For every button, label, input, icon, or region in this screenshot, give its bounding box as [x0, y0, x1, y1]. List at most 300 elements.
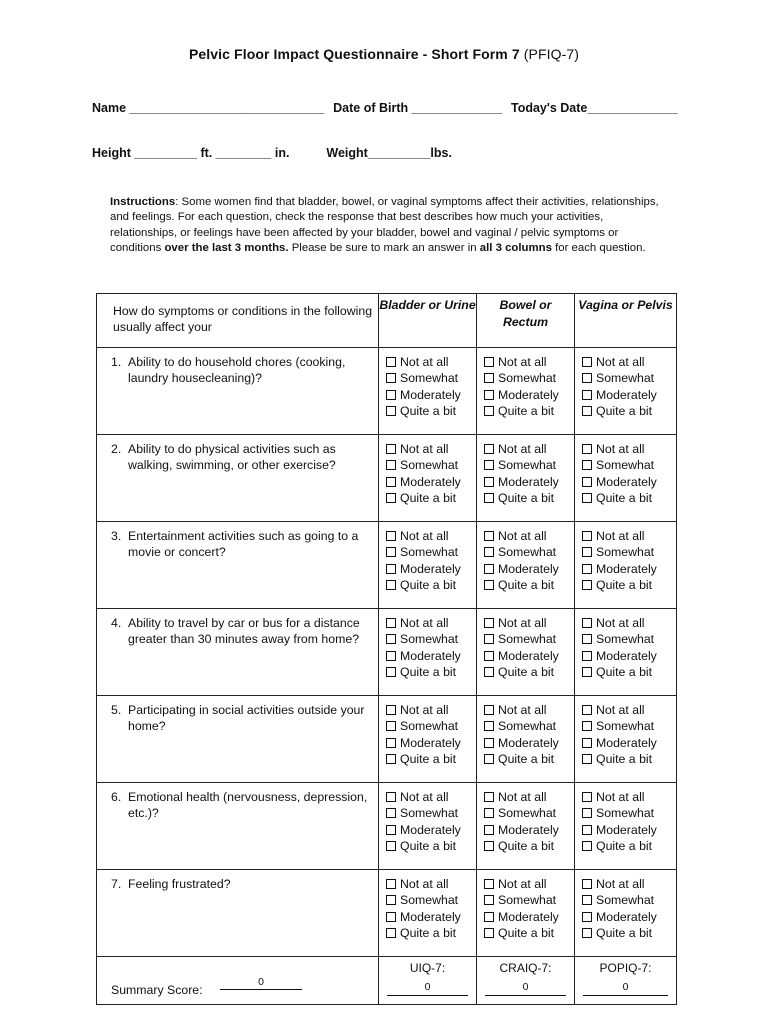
checkbox[interactable] [386, 460, 396, 470]
question-text: Entertainment activities such as going to a movie or concert? [128, 529, 359, 560]
question-row [97, 696, 677, 783]
checkbox[interactable] [582, 667, 592, 677]
option-label: Somewhat [400, 632, 459, 647]
answer-option[interactable] [582, 892, 676, 908]
option-label: Moderately [596, 735, 657, 750]
option-label: Somewhat [596, 893, 655, 908]
answer-option[interactable] [484, 370, 574, 386]
option-label: Not at all [498, 790, 547, 805]
answer-option[interactable] [484, 648, 574, 664]
checkbox[interactable] [582, 373, 592, 383]
answer-option[interactable] [582, 648, 676, 664]
option-label: Moderately [596, 561, 657, 576]
option-label: Moderately [596, 648, 657, 663]
answer-option[interactable] [484, 718, 574, 734]
checkbox[interactable] [484, 531, 494, 541]
answer-option[interactable] [484, 403, 574, 419]
lbs-label: lbs. [430, 146, 452, 160]
option-label: Somewhat [596, 806, 655, 821]
option-label: Somewhat [498, 806, 557, 821]
checkbox[interactable] [386, 912, 396, 922]
checkbox[interactable] [386, 477, 396, 487]
checkbox[interactable] [484, 738, 494, 748]
subscale-cell [575, 957, 677, 1005]
answer-option[interactable] [386, 876, 476, 892]
answer-option[interactable] [386, 631, 476, 647]
question-number: 5. [111, 703, 122, 717]
question-row [97, 783, 677, 870]
question-cell [97, 609, 379, 696]
checkbox[interactable] [582, 564, 592, 574]
checkbox[interactable] [484, 721, 494, 731]
answer-option[interactable] [484, 354, 574, 370]
checkbox[interactable] [484, 895, 494, 905]
checkbox[interactable] [386, 667, 396, 677]
question-row [97, 609, 677, 696]
answer-option[interactable] [386, 909, 476, 925]
checkbox[interactable] [582, 651, 592, 661]
option-label: Quite a bit [400, 578, 457, 593]
checkbox[interactable] [386, 651, 396, 661]
answer-option[interactable] [386, 925, 476, 941]
question-wrap [111, 615, 372, 647]
column-bowel: Bowel or Rectum [477, 294, 575, 348]
checkbox[interactable] [484, 444, 494, 454]
checkbox[interactable] [386, 721, 396, 731]
form-title [0, 46, 768, 62]
checkbox[interactable] [386, 406, 396, 416]
weight-field[interactable]: _________ [367, 146, 431, 160]
answer-option[interactable] [582, 474, 676, 490]
checkbox[interactable] [386, 357, 396, 367]
answer-option[interactable] [582, 354, 676, 370]
answer-option[interactable] [582, 544, 676, 560]
answer-option[interactable] [582, 441, 676, 457]
answer-option[interactable] [582, 370, 676, 386]
option-label: Moderately [498, 561, 559, 576]
option-label: Quite a bit [596, 491, 653, 506]
checkbox[interactable] [484, 928, 494, 938]
answer-cell-bowel [477, 783, 575, 870]
answer-option[interactable] [386, 403, 476, 419]
instructions-text-3: for each question. [551, 241, 646, 254]
option-label: Quite a bit [400, 839, 457, 854]
answer-option[interactable] [582, 838, 676, 854]
option-label: Quite a bit [498, 926, 555, 941]
answer-option[interactable] [386, 387, 476, 403]
answer-cell-vagina [575, 870, 677, 957]
questionnaire-body [97, 294, 677, 1005]
checkbox[interactable] [582, 825, 592, 835]
checkbox[interactable] [386, 825, 396, 835]
answer-option[interactable] [484, 909, 574, 925]
option-label: Not at all [400, 355, 449, 370]
answer-option[interactable] [386, 490, 476, 506]
question-cell [97, 435, 379, 522]
checkbox[interactable] [484, 390, 494, 400]
option-label: Moderately [400, 822, 461, 837]
checkbox[interactable] [484, 547, 494, 557]
answer-option[interactable] [386, 751, 476, 767]
checkbox[interactable] [386, 373, 396, 383]
option-label: Moderately [596, 387, 657, 402]
checkbox[interactable] [582, 879, 592, 889]
checkbox[interactable] [484, 825, 494, 835]
name-label: Name [92, 101, 127, 115]
summary-score-field[interactable]: 0 [220, 976, 302, 990]
option-label: Not at all [596, 790, 645, 805]
checkbox[interactable] [582, 895, 592, 905]
option-label: Not at all [596, 703, 645, 718]
checkbox[interactable] [386, 547, 396, 557]
answer-option[interactable] [484, 751, 574, 767]
option-label: Not at all [498, 703, 547, 718]
checkbox[interactable] [582, 390, 592, 400]
answer-option[interactable] [484, 490, 574, 506]
todays-date-label: Today's Date [510, 101, 588, 115]
option-label: Moderately [498, 648, 559, 663]
checkbox[interactable] [386, 808, 396, 818]
question-row [97, 435, 677, 522]
answer-option[interactable] [484, 544, 574, 560]
checkbox[interactable] [484, 406, 494, 416]
option-label: Not at all [498, 442, 547, 457]
question-wrap [111, 528, 372, 560]
option-label: Not at all [400, 616, 449, 631]
summary-row [97, 957, 677, 1005]
answer-option[interactable] [484, 789, 574, 805]
checkbox[interactable] [386, 618, 396, 628]
answer-cell-vagina [575, 696, 677, 783]
option-label: Moderately [498, 387, 559, 402]
subscale-cell [379, 957, 477, 1005]
answer-option[interactable] [386, 615, 476, 631]
checkbox[interactable] [386, 531, 396, 541]
question-cell [97, 522, 379, 609]
checkbox[interactable] [582, 928, 592, 938]
checkbox[interactable] [582, 792, 592, 802]
answer-option[interactable] [386, 805, 476, 821]
answer-cell-bowel [477, 870, 575, 957]
checkbox[interactable] [484, 493, 494, 503]
checkbox[interactable] [582, 547, 592, 557]
answer-option[interactable] [386, 718, 476, 734]
checkbox[interactable] [484, 460, 494, 470]
answer-option[interactable] [582, 577, 676, 593]
answer-option[interactable] [484, 577, 574, 593]
option-label: Moderately [596, 909, 657, 924]
option-label: Somewhat [596, 371, 655, 386]
answer-option[interactable] [582, 457, 676, 473]
height-ft-field[interactable]: _________ [134, 146, 197, 160]
checkbox[interactable] [582, 406, 592, 416]
answer-cell-bladder [379, 348, 477, 435]
dob-label: Date of Birth [333, 101, 409, 115]
checkbox[interactable] [582, 531, 592, 541]
checkbox[interactable] [582, 493, 592, 503]
subscale-score-field[interactable]: 0 [485, 979, 566, 996]
questionnaire-table [96, 293, 677, 1005]
answer-option[interactable] [582, 702, 676, 718]
answer-option[interactable] [484, 441, 574, 457]
checkbox[interactable] [386, 705, 396, 715]
answer-option[interactable] [484, 876, 574, 892]
question-text: Emotional health (nervousness, depression, etc.)? [128, 790, 368, 821]
checkbox[interactable] [484, 841, 494, 851]
option-label: Somewhat [400, 893, 459, 908]
answer-option[interactable] [484, 735, 574, 751]
answer-option[interactable] [386, 354, 476, 370]
subscale-score-field[interactable]: 0 [583, 979, 668, 996]
checkbox[interactable] [484, 792, 494, 802]
question-text: Ability to do physical activities such as walking, swimming, or other exercise? [128, 442, 336, 473]
header-prompt: How do symptoms or conditions in the following usually affect your [97, 294, 379, 348]
option-label: Quite a bit [498, 839, 555, 854]
option-label: Moderately [400, 474, 461, 489]
name-field[interactable]: ____________________________ [129, 101, 325, 115]
checkbox[interactable] [582, 721, 592, 731]
answer-cell-bladder [379, 696, 477, 783]
checkbox[interactable] [582, 705, 592, 715]
instructions-emphasis-period: over the last 3 months. [164, 241, 289, 254]
option-label: Not at all [596, 616, 645, 631]
subscale-cell [477, 957, 575, 1005]
answer-option[interactable] [582, 805, 676, 821]
summary-cell [97, 957, 379, 1005]
checkbox[interactable] [484, 808, 494, 818]
answer-option[interactable] [386, 735, 476, 751]
answer-option[interactable] [386, 838, 476, 854]
answer-option[interactable] [484, 702, 574, 718]
option-label: Somewhat [400, 458, 459, 473]
option-label: Quite a bit [400, 752, 457, 767]
subscale-score-field[interactable]: 0 [387, 979, 468, 996]
checkbox[interactable] [386, 564, 396, 574]
answer-option[interactable] [582, 876, 676, 892]
option-label: Not at all [400, 529, 449, 544]
checkbox[interactable] [386, 841, 396, 851]
option-label: Not at all [400, 790, 449, 805]
option-label: Moderately [400, 561, 461, 576]
answer-option[interactable] [582, 615, 676, 631]
checkbox[interactable] [484, 667, 494, 677]
answer-option[interactable] [484, 925, 574, 941]
answer-option[interactable] [484, 838, 574, 854]
instructions-label: Instructions [110, 196, 176, 208]
answer-cell-bladder [379, 870, 477, 957]
answer-option[interactable] [386, 441, 476, 457]
checkbox[interactable] [484, 357, 494, 367]
checkbox[interactable] [484, 634, 494, 644]
checkbox[interactable] [386, 792, 396, 802]
answer-cell-vagina [575, 783, 677, 870]
question-wrap [111, 702, 372, 734]
checkbox[interactable] [582, 460, 592, 470]
answer-option[interactable] [386, 577, 476, 593]
checkbox[interactable] [484, 618, 494, 628]
checkbox[interactable] [386, 390, 396, 400]
option-label: Not at all [596, 442, 645, 457]
option-label: Somewhat [498, 893, 557, 908]
option-label: Not at all [596, 877, 645, 892]
checkbox[interactable] [582, 754, 592, 764]
option-label: Somewhat [596, 719, 655, 734]
checkbox[interactable] [582, 912, 592, 922]
answer-option[interactable] [484, 664, 574, 680]
answer-cell-vagina [575, 609, 677, 696]
question-wrap [111, 441, 372, 473]
question-row [97, 348, 677, 435]
checkbox[interactable] [582, 634, 592, 644]
answer-option[interactable] [386, 370, 476, 386]
answer-option[interactable] [582, 789, 676, 805]
answer-option[interactable] [582, 528, 676, 544]
instructions-text-2: Please be sure to mark an answer in [288, 241, 480, 254]
answer-option[interactable] [386, 822, 476, 838]
form-title-abbrev: (PFIQ-7) [523, 46, 579, 62]
checkbox[interactable] [582, 738, 592, 748]
patient-info-line-2 [92, 146, 452, 160]
answer-option[interactable] [386, 474, 476, 490]
checkbox[interactable] [484, 879, 494, 889]
answer-option[interactable] [386, 702, 476, 718]
checkbox[interactable] [386, 879, 396, 889]
option-label: Quite a bit [596, 404, 653, 419]
answer-option[interactable] [386, 664, 476, 680]
answer-cell-bladder [379, 435, 477, 522]
option-label: Somewhat [498, 632, 557, 647]
answer-option[interactable] [484, 474, 574, 490]
checkbox[interactable] [386, 754, 396, 764]
question-cell [97, 348, 379, 435]
question-text: Ability to travel by car or bus for a distance greater than 30 minutes away from home? [128, 616, 360, 647]
question-row [97, 522, 677, 609]
answer-option[interactable] [386, 648, 476, 664]
option-label: Not at all [498, 877, 547, 892]
answer-option[interactable] [484, 822, 574, 838]
in-label: in. [274, 146, 290, 160]
checkbox[interactable] [386, 738, 396, 748]
answer-option[interactable] [484, 631, 574, 647]
answer-option[interactable] [582, 631, 676, 647]
answer-option[interactable] [484, 457, 574, 473]
option-label: Somewhat [400, 719, 459, 734]
answer-option[interactable] [582, 490, 676, 506]
question-number: 4. [111, 616, 122, 630]
dob-field[interactable]: _____________ [411, 101, 503, 115]
answer-option[interactable] [582, 561, 676, 577]
checkbox[interactable] [582, 580, 592, 590]
option-label: Quite a bit [596, 752, 653, 767]
checkbox[interactable] [582, 618, 592, 628]
checkbox[interactable] [484, 564, 494, 574]
answer-option[interactable] [386, 789, 476, 805]
answer-option[interactable] [582, 403, 676, 419]
answer-option[interactable] [582, 664, 676, 680]
checkbox[interactable] [582, 841, 592, 851]
answer-cell-bladder [379, 609, 477, 696]
checkbox[interactable] [484, 651, 494, 661]
checkbox[interactable] [484, 580, 494, 590]
answer-option[interactable] [484, 615, 574, 631]
form-title-text: Pelvic Floor Impact Questionnaire - Short Form 7 [188, 46, 520, 62]
answer-option[interactable] [386, 544, 476, 560]
option-label: Quite a bit [498, 752, 555, 767]
weight-label: Weight [326, 146, 368, 160]
option-label: Quite a bit [400, 404, 457, 419]
subscale-name: CRAIQ-7: [499, 961, 552, 975]
answer-option[interactable] [386, 457, 476, 473]
option-label: Moderately [498, 474, 559, 489]
question-text: Feeling frustrated? [128, 877, 231, 891]
option-label: Moderately [400, 735, 461, 750]
option-label: Quite a bit [400, 926, 457, 941]
question-cell [97, 870, 379, 957]
column-vagina: Vagina or Pelvis [575, 294, 677, 348]
subscale-name: POPIQ-7: [599, 961, 652, 975]
answer-option[interactable] [582, 751, 676, 767]
option-label: Quite a bit [596, 665, 653, 680]
checkbox[interactable] [386, 895, 396, 905]
question-number: 1. [111, 355, 122, 369]
checkbox[interactable] [582, 808, 592, 818]
answer-option[interactable] [484, 387, 574, 403]
checkbox[interactable] [386, 444, 396, 454]
todays-date-field[interactable]: _____________ [587, 101, 678, 115]
checkbox[interactable] [386, 580, 396, 590]
answer-option[interactable] [386, 561, 476, 577]
checkbox[interactable] [484, 705, 494, 715]
answer-option[interactable] [484, 805, 574, 821]
checkbox[interactable] [582, 357, 592, 367]
answer-option[interactable] [386, 528, 476, 544]
answer-option[interactable] [582, 718, 676, 734]
subscale-name: UIQ-7: [409, 961, 446, 975]
answer-option[interactable] [484, 561, 574, 577]
checkbox[interactable] [386, 634, 396, 644]
answer-option[interactable] [386, 892, 476, 908]
checkbox[interactable] [484, 477, 494, 487]
answer-cell-bowel [477, 696, 575, 783]
instructions-paragraph [110, 195, 670, 256]
checkbox[interactable] [582, 444, 592, 454]
option-label: Moderately [498, 735, 559, 750]
question-cell [97, 696, 379, 783]
patient-info-line-1 [92, 101, 678, 115]
answer-option[interactable] [582, 735, 676, 751]
option-label: Not at all [400, 877, 449, 892]
checkbox[interactable] [386, 493, 396, 503]
question-number: 3. [111, 529, 122, 543]
height-in-field[interactable]: ________ [215, 146, 272, 160]
checkbox[interactable] [484, 754, 494, 764]
checkbox[interactable] [484, 912, 494, 922]
answer-option[interactable] [582, 925, 676, 941]
answer-option[interactable] [582, 822, 676, 838]
checkbox[interactable] [484, 373, 494, 383]
question-text: Ability to do household chores (cooking, laundry housecleaning)? [128, 355, 346, 386]
checkbox[interactable] [386, 928, 396, 938]
checkbox[interactable] [582, 477, 592, 487]
option-label: Somewhat [498, 458, 557, 473]
answer-option[interactable] [582, 387, 676, 403]
option-label: Not at all [596, 529, 645, 544]
answer-option[interactable] [484, 528, 574, 544]
instructions-emphasis-columns: all 3 columns [479, 241, 552, 254]
summary-score-label: Summary Score: [111, 983, 203, 997]
answer-option[interactable] [484, 892, 574, 908]
answer-option[interactable] [582, 909, 676, 925]
